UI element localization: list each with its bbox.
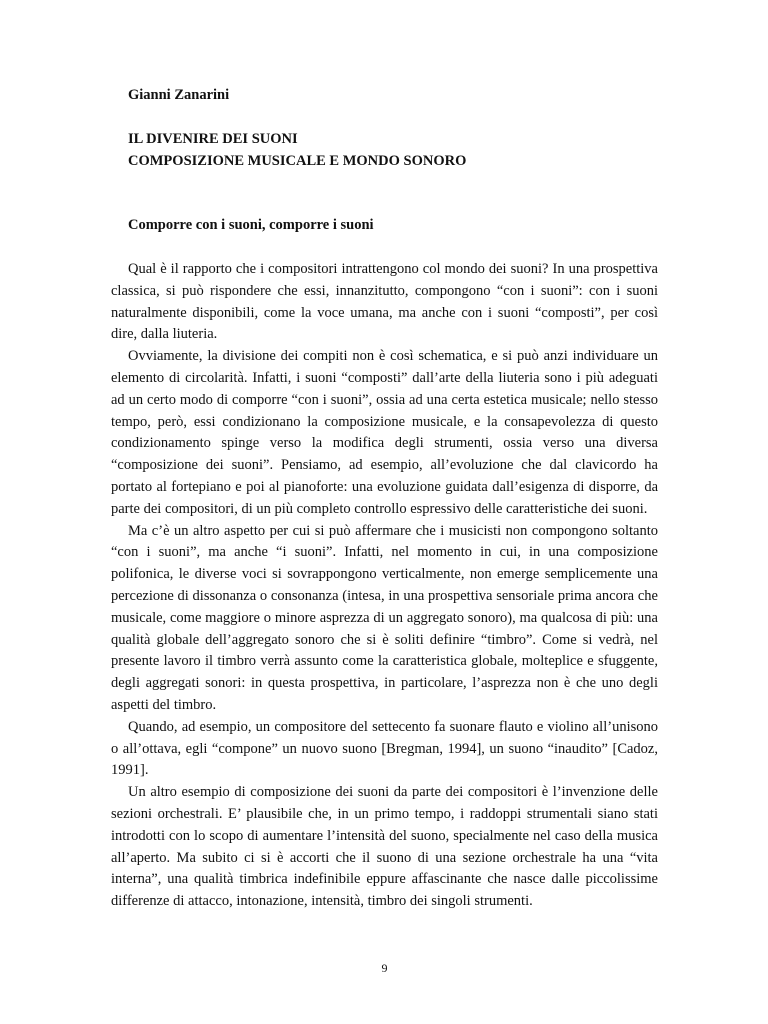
paragraph: Qual è il rapporto che i compositori intrattengono col mondo dei suoni? In una prospettiva classica, si può rispondere che essi, innanzitutto, compongono “con i suoni”: con i suoni naturalmente disponibili, come la voce umana, ma anche con i suoni “composti”, per così dire, dalla liuteria.: [111, 261, 658, 343]
body-text: [111, 259, 658, 913]
paragraph: Quando, ad esempio, un compositore del settecento fa suonare flauto e violino all’unisono o all’ottava, egli “compone” un nuovo suono [Bregman, 1994], un suono “inaudito” [Cadoz, 1991].: [111, 718, 658, 779]
author-name: Gianni Zanarini: [128, 87, 230, 103]
book-subtitle-line: COMPOSIZIONE MUSICALE E MONDO SONORO: [128, 153, 467, 169]
paragraph: Ovviamente, la divisione dei compiti non è così schematica, e si può anzi individuare un elemento di circolarità. Infatti, i suoni “composti” dall’arte della liuteria sono i più adeguati ad un certo modo di comporre “con i suoni”, ossia ad una certa estetica musicale; nello stesso tempo, però, essi condizionano la composizione musicale, e la consapevolezza di questo condizionamento spinge verso la modifica degli strumenti, ossia verso una diversa “composizione dei suoni”. Pensiamo, ad esempio, all’evoluzione che dal clavicordo ha portato al fortepiano e poi al pianoforte: una evoluzione guidata dall’esigenza di disporre, da parte dei compositori, di un più completo controllo espressivo delle caratteristiche dei suoni.: [111, 348, 658, 517]
paragraph: Ma c’è un altro aspetto per cui si può affermare che i musicisti non compongono soltanto “con i suoni”, ma anche “i suoni”. Infatti, nel momento in cui, in una composizione polifonica, le diverse voci si sovrappongono verticalmente, non emerge semplicemente una percezione di dissonanza o consonanza (intesa, in una prospettiva sensoriale prima ancora che musicale, come maggiore o minore asprezza di un aggregato sonoro), ma qualcosa di più: una qualità globale dell’aggregato sonoro che si è soliti definire “timbro”. Come si vedrà, nel presente lavoro il timbro verrà assunto come la caratteristica globale, molteplice e sfuggente, degli aggregati sonori: in questa prospettiva, in particolare, l’asprezza non è che uno degli aspetti del timbro.: [111, 522, 658, 713]
page-number: 9: [381, 961, 388, 975]
book-title-line: IL DIVENIRE DEI SUONI: [128, 131, 298, 147]
paragraph: Un altro esempio di composizione dei suoni da parte dei compositori è l’invenzione delle sezioni orchestrali. E’ plausibile che, in un primo tempo, i raddoppi strumentali siano stati introdotti con lo scopo di aumentare l’intensità del suono, specialmente nel caso della musica all’aperto. Ma subito ci si è accorti che il suono di una sezione orchestrale ha una “vita interna”, una qualità timbrica indefinibile eppure affascinante che nasce dalle piccolissime differenze di attacco, intonazione, intensità, timbro dei singoli strumenti.: [111, 784, 658, 910]
document-page: [111, 0, 658, 1024]
section-heading: Comporre con i suoni, comporre i suoni: [128, 217, 374, 233]
book-title: [128, 128, 466, 172]
